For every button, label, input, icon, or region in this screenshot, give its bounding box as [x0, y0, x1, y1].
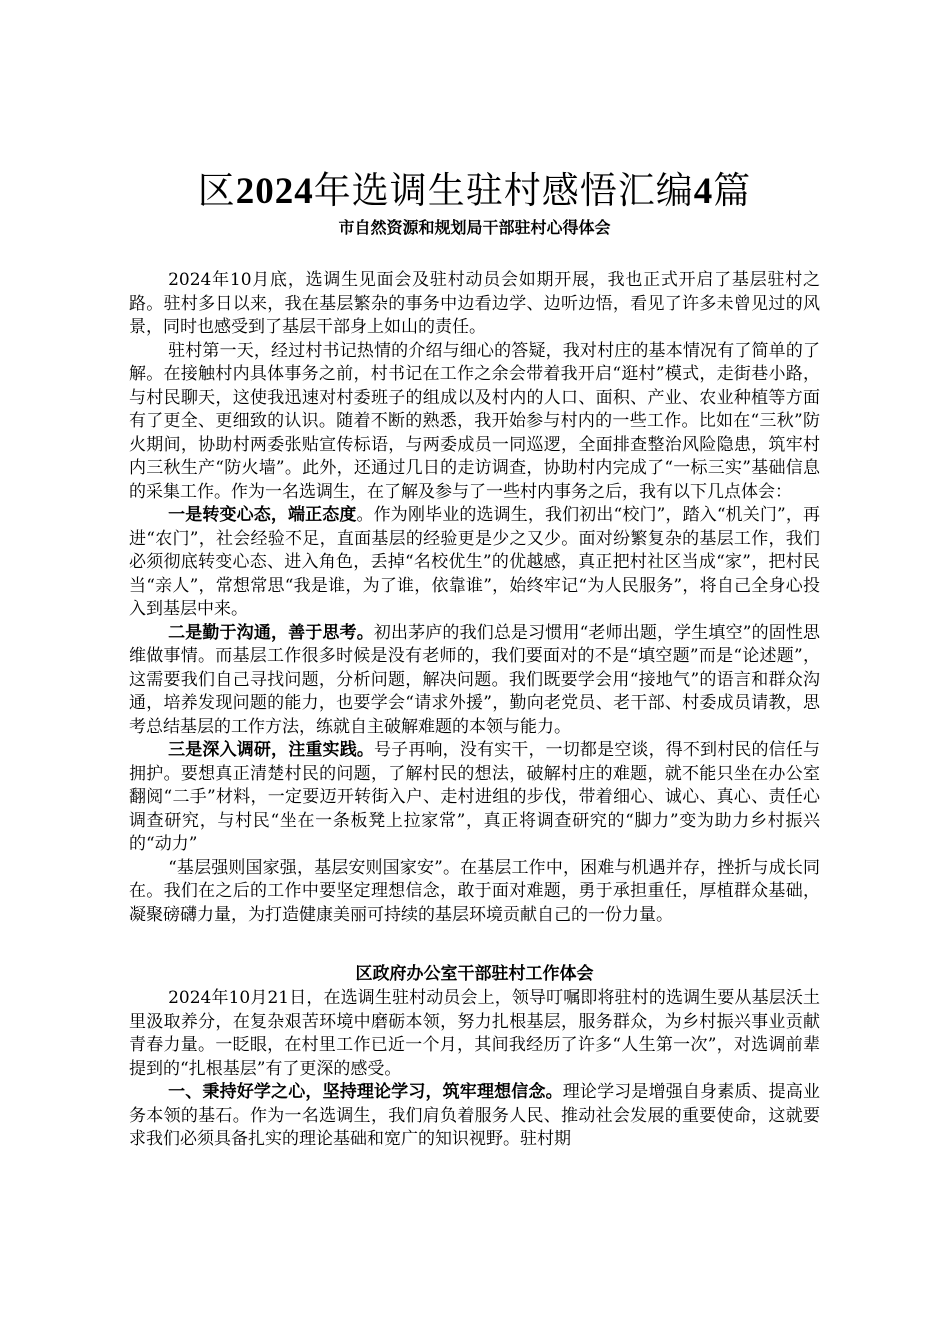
paragraph-heading: 二是勤于沟通，善于思考。	[168, 622, 374, 643]
paragraph: 2024年10月底，选调生见面会及驻村动员会如期开展，我也正式开启了基层驻村之路。驻村多日以来，我在基层繁杂的事务中边看边学、边听边悟，看见了许多未曾见过的风景，同时也感受到了基层干部身上如山的责任。	[129, 270, 820, 337]
document-title	[129, 168, 820, 215]
paragraph	[129, 622, 820, 740]
title-count: 4	[693, 171, 714, 212]
paragraph-body: 号子再响，没有实干，一切都是空谈，得不到村民的信任与拥护。要想真正清楚村民的问题，了解村民的想法，破解村庄的难题，就不能只坐在办公室翻阅“二手”材料，一定要迈开转街入户、走村进组的步伐，带着细心、诚心、真心、责任心调查研究，与村民“坐在一条板凳上拉家常”，真正将调查研究的“脚力”变为助力乡村振兴的“动力”	[129, 740, 821, 854]
paragraph	[129, 504, 820, 622]
paragraph-heading: 一是转变心态，端正态度	[168, 505, 357, 525]
paragraph	[129, 1081, 820, 1152]
paragraph-body: 初出茅庐的我们总是习惯用“老师出题，学生填空”的固性思维做事情。而基层工作很多时候是没有老师的，我们要面对的不是“填空题”而是“论述题”，这需要我们自己寻找问题，分析问题，解决问题。我们既要学会用“接地气”的语言和群众沟通，培养发现问题的能力，也要学会“请求外援”，勤向老党员、老干部、村委成员请教，思考总结基层的工作方法，练就自主破解难题的本领与能力。	[129, 622, 820, 737]
paragraph-heading: 三是深入调研，注重实践。	[168, 740, 375, 760]
title-prefix: 区	[197, 169, 236, 212]
section-2-title: 区政府办公室干部驻村工作体会	[355, 964, 594, 984]
title-suffix: 篇	[713, 169, 752, 212]
section-1-title: 市自然资源和规划局干部驻村心得体会	[338, 218, 611, 237]
paragraph-body: 理论学习是增强自身素质、提高业务本领的基石。作为一名选调生，我们肩负着服务人民、推动社会发展的重要使命，这就要求我们必须具备扎实的理论基础和宽广的知识视野。驻村期	[129, 1082, 820, 1149]
title-middle: 年选调生驻村感悟汇编	[313, 169, 694, 212]
paragraph-heading: 一、秉持好学之心，坚持理论学习，筑牢理想信念。	[168, 1082, 563, 1102]
section-2	[129, 961, 820, 1152]
paragraph: 驻村第一天，经过村书记热情的介绍与细心的答疑，我对村庄的基本情况有了简单的了解。在接触村内具体事务之前，村书记在工作之余会带着我开启“逛村”模式，走街巷小路，与村民聊天，这使我迅速对村委班子的组成以及村内的人口、面积、产业、农业种植等方面有了更全、更细致的认识。随着不断的熟悉，我开始参与村内的一些工作。比如在“三秋”防火期间，协助村两委张贴宣传标语，与两委成员一同巡逻，全面排查整治风险隐患，筑牢村内三秋生产“防火墙”。此外，还通过几日的走访调查，协助村内完成了“一标三实”基础信息的采集工作。作为一名选调生，在了解及参与了一些村内事务之后，我有以下几点体会：	[129, 340, 820, 502]
paragraph: 2024年10月21日，在选调生驻村动员会上，领导叮嘱即将驻村的选调生要从基层沃土里汲取养分，在复杂艰苦环境中磨砺本领，努力扎根基层，服务群众，为乡村振兴事业贡献青春力量。一眨眼，在村里工作已近一个月，其间我经历了许多“人生第一次”，对选调前辈提到的“扎根基层”有了更深的感受。	[129, 988, 820, 1079]
paragraph	[129, 739, 820, 857]
title-year: 2024	[235, 171, 314, 212]
paragraph-body: 。作为刚毕业的选调生，我们初出“校门”，踏入“机关门”，再进“农门”，社会经验不足，直面基层的经验更是少之又少。面对纷繁复杂的基层工作，我们必须彻底转变心态、进入角色，丢掉“名校优生”的优越感，真正把村社区当成“家”，把村民当“亲人”，常想常思“我是谁，为了谁，依靠谁”，始终牢记“为人民服务”，将自己全身心投入到基层中来。	[129, 505, 821, 619]
section-1	[129, 269, 820, 927]
paragraph: “基层强则国家强，基层安则国家安”。在基层工作中，困难与机遇并存，挫折与成长同在。我们在之后的工作中要坚定理想信念，敢于面对难题，勇于承担重任，厚植群众基础，凝聚磅礴力量，为打造健康美丽可持续的基层环境贡献自己的一份力量。	[129, 857, 820, 925]
